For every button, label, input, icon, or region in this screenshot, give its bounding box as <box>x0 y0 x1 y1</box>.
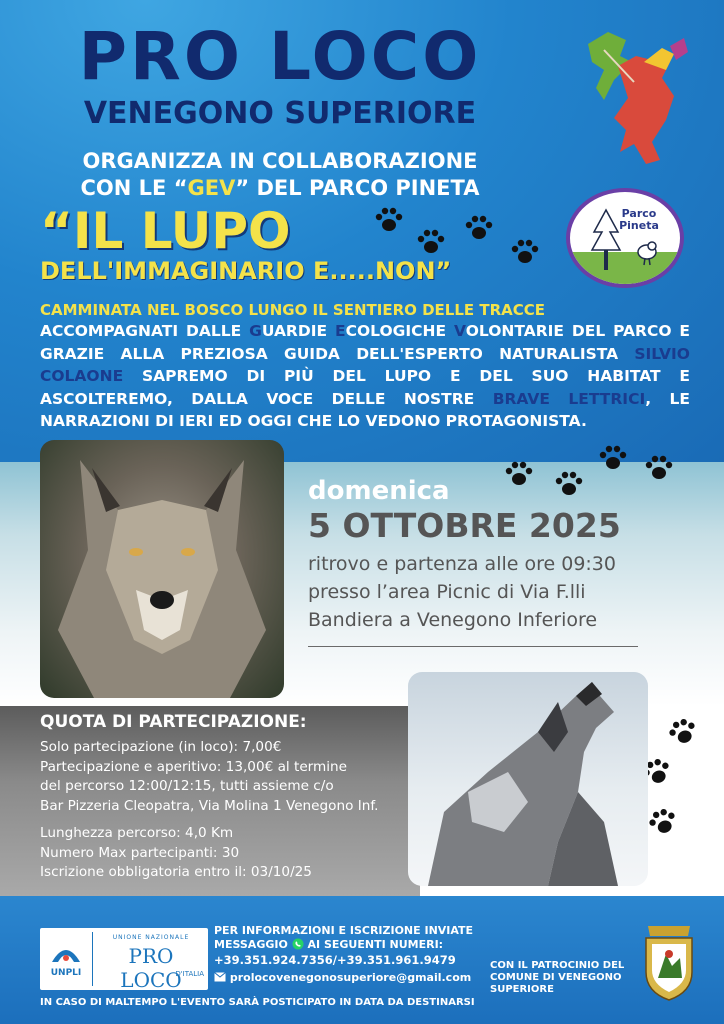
comune-coat-of-arms <box>636 922 702 1002</box>
quota-line: Numero Max partecipanti: 30 <box>40 844 240 861</box>
quota-line: Bar Pizzeria Cleopatra, Via Molina 1 Venegono Inf. <box>40 797 379 814</box>
unpli-emblem-icon <box>48 936 84 966</box>
paw-print-icon <box>508 238 542 266</box>
quota-line: Iscrizione obbligatoria entro il: 03/10/25 <box>40 864 312 880</box>
naturalist-name: SILVIO COLAONE <box>40 344 690 385</box>
event-day: domenica <box>308 476 450 506</box>
event-detail-line: Bandiera a Venegono Inferiore <box>308 609 598 631</box>
gev-highlight: GEV <box>187 176 236 200</box>
quota-line: Solo partecipazione (in loco): 7,00€ <box>40 739 282 755</box>
quota-details <box>40 738 420 883</box>
mail-icon <box>214 972 226 982</box>
pro-loco-art-logo <box>574 22 694 172</box>
paw-print-icon <box>596 444 630 472</box>
unpli-pro-loco-logo: UNPLI UNIONE NAZIONALE PRO LOCO D'ITALIA <box>40 928 208 990</box>
paw-print-icon <box>372 206 406 234</box>
event-details <box>308 550 708 634</box>
tree-icon <box>586 204 626 274</box>
event-date: 5 OTTOBRE 2025 <box>308 506 621 545</box>
contact-phones: +39.351.924.7356/+39.351.961.9479 <box>214 953 456 967</box>
quota-title: QUOTA DI PARTECIPAZIONE: <box>40 712 307 732</box>
paw-print-icon <box>462 214 496 242</box>
organizer-line-1: ORGANIZZA IN COLLABORAZIONE <box>82 149 478 173</box>
contact-email[interactable] <box>214 970 474 986</box>
page-subtitle: VENEGONO SUPERIORE <box>83 96 477 131</box>
patronage-note: CON IL PATROCINIO DEL COMUNE DI VENEGONO SUPERIORE <box>490 960 625 995</box>
whatsapp-icon <box>292 938 304 950</box>
parco-pineta-logo: Parco Pineta <box>566 188 684 288</box>
readers-highlight: BRAVE LETTRICI <box>492 389 646 408</box>
wolf-head-illustration <box>40 440 284 698</box>
divider <box>308 646 638 647</box>
organizer-line-2: CON LE “GEV” DEL PARCO PINETA <box>80 176 480 200</box>
howling-wolf-photo <box>408 672 648 886</box>
wolf-portrait-photo <box>40 440 284 698</box>
quota-line: Lunghezza percorso: 4,0 Km <box>40 825 234 841</box>
event-detail-line: ritrovo e partenza alle ore 09:30 <box>308 553 616 575</box>
event-title-subline: DELL'IMMAGINARIO E.....NON” <box>40 257 452 285</box>
event-description: ACCOMPAGNATI DALLE GUARDIE ECOLOGICHE VOLONTARIE DEL PARCO E GRAZIE ALLA PREZIOSA GUIDA DELL'ESPERTO NATURALISTA SILVIO COLAONE SAPREMO DI PIÙ DEL LUPO E DEL SUO HABITAT E ASCOLTEREMO, DALLA VOCE DELLE NOSTRE BRAVE LETTRICI, LE NARRAZIONI DI IERI ED OGGI CHE LO VEDONO PROTAGONISTA. <box>40 322 691 430</box>
organizer-note <box>40 148 520 202</box>
page-title: PRO LOCO <box>78 18 482 95</box>
walk-headline: CAMMINATA NEL BOSCO LUNGO IL SENTIERO DELLE TRACCE <box>40 301 546 319</box>
bird-icon <box>632 236 662 266</box>
email-link[interactable]: prolocovenegonosuperiore@gmail.com <box>229 971 472 984</box>
quota-line: Partecipazione e aperitivo: 13,00€ al termine <box>40 758 348 775</box>
event-title: “IL LUPO <box>40 202 291 260</box>
paw-print-icon <box>414 228 448 256</box>
quota-line: del percorso 12:00/12:15, tutti assieme c/o <box>40 778 334 794</box>
weather-note: IN CASO DI MALTEMPO L'EVENTO SARÀ POSTICIPATO IN DATA DA DESTINARSI <box>40 997 475 1008</box>
event-detail-line: presso l’area Picnic di Via F.lli <box>308 581 586 603</box>
contact-title: PER INFORMAZIONI E ISCRIZIONE INVIATE MESSAGGIO AI SEGUENTI NUMERI: <box>214 924 474 951</box>
howling-wolf-illustration <box>408 672 648 886</box>
